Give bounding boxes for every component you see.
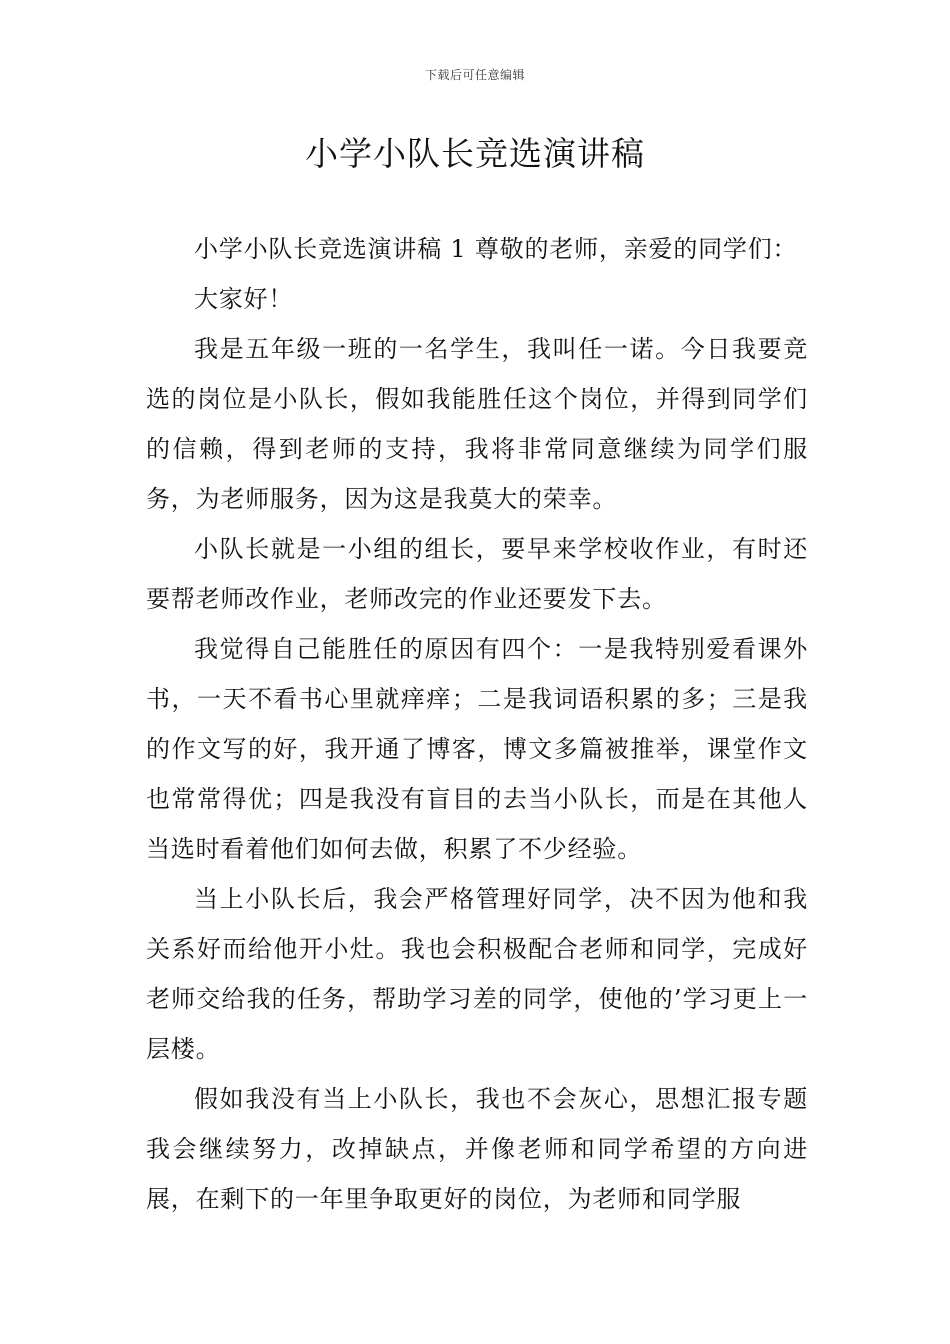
paragraph-7: 假如我没有当上小队长，我也不会灰心，思想汇报专题我会继续努力，改掉缺点，并像老师和同学希望的方向进展，在剩下的一年里争取更好的岗位，为老师和同学服 xyxy=(146,1085,808,1213)
paragraph-4: 小队长就是一小组的组长，要早来学校收作业，有时还要帮老师改作业，老师改完的作业还要发下去。 xyxy=(146,535,808,613)
document-title: 小学小队长竞选演讲稿 xyxy=(305,134,645,173)
paragraph-1: 小学小队长竞选演讲稿 1 尊敬的老师，亲爱的同学们： xyxy=(194,235,798,263)
paragraph-5: 我觉得自己能胜任的原因有四个：一是我特别爱看课外书，一天不看书心里就痒痒；二是我词语积累的多；三是我的作文写的好，我开通了博客，博文多篇被推举，课堂作文也常常得优；四是我没有盲目的去当小队长，而是在其他人当选时看着他们如何去做，积累了不少经验。 xyxy=(146,635,808,863)
paragraph-6: 当上小队长后，我会严格管理好同学，决不因为他和我关系好而给他开小灶。我也会积极配合老师和同学，完成好老师交给我的任务，帮助学习差的同学，使他的’学习更上一层楼。 xyxy=(146,885,808,1063)
paragraph-3: 我是五年级一班的一名学生，我叫任一诺。今日我要竞选的岗位是小队长，假如我能胜任这个岗位，并得到同学们的信赖，得到老师的支持，我将非常同意继续为同学们服务，为老师服务，因为这是我莫大的荣幸。 xyxy=(146,335,808,513)
header-note: 下载后可任意编辑 xyxy=(424,68,525,82)
paragraph-2: 大家好！ xyxy=(194,285,294,313)
document-body xyxy=(146,224,808,1224)
